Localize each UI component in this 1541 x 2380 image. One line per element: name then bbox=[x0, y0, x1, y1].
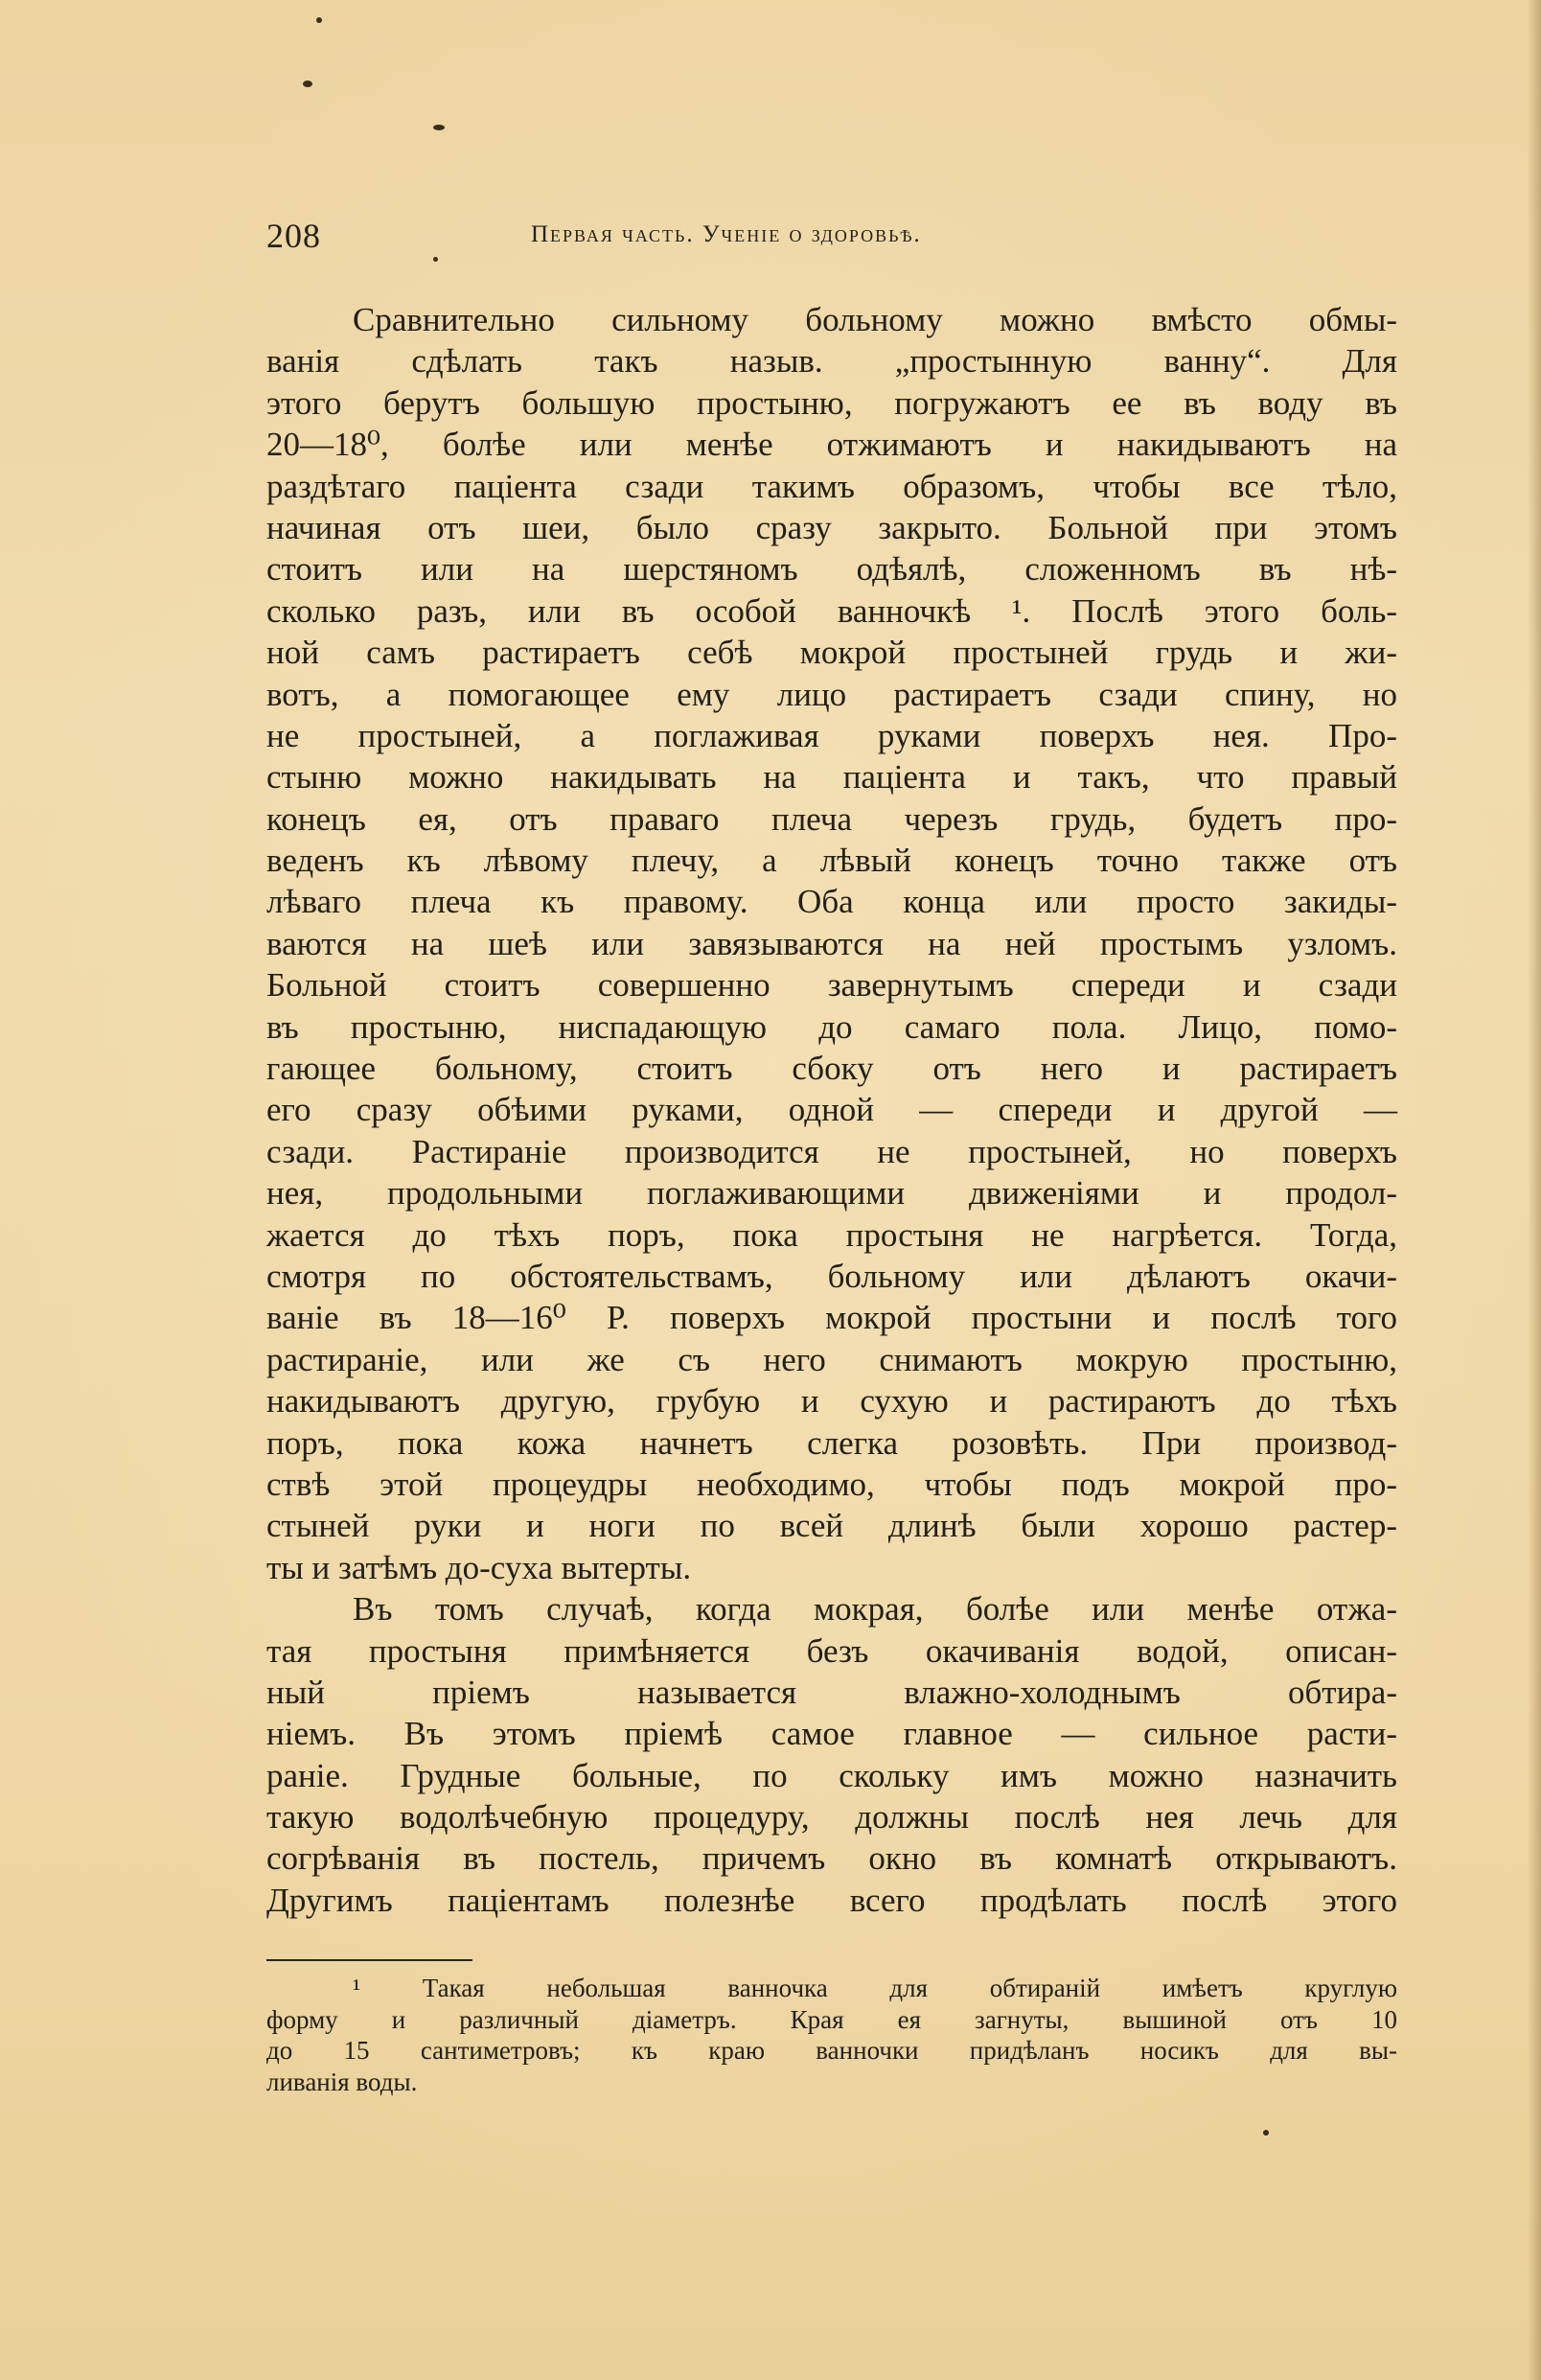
text-line: растираніе, или же съ него снимаютъ мокрую простыню, bbox=[266, 1340, 1397, 1378]
paper-speck bbox=[316, 17, 322, 23]
text-line: ваніе въ 18—16⁰ Р. поверхъ мокрой простыни и послѣ того bbox=[266, 1299, 1397, 1337]
text-line: смотря по обстоятельствамъ, больному или дѣлаютъ окачи- bbox=[266, 1257, 1397, 1295]
text-line: жается до тѣхъ поръ, пока простыня не нагрѣется. Тогда, bbox=[266, 1215, 1397, 1254]
footnote-line: ливанія воды. bbox=[266, 2067, 418, 2096]
footnote-rule bbox=[266, 1959, 472, 1961]
text-line: Другимъ паціентамъ полезнѣе всего продѣлать послѣ этого bbox=[266, 1881, 1397, 1919]
text-line: Больной стоитъ совершенно завернутымъ спереди и сзади bbox=[266, 966, 1397, 1005]
text-line: стоитъ или на шерстяномъ одѣялѣ, сложенномъ въ нѣ- bbox=[266, 550, 1397, 589]
text-line: ванія сдѣлать такъ назыв. „простынную ванну“. Для bbox=[266, 342, 1397, 381]
text-line: въ простыню, ниспадающую до самаго пола. Лицо, помо- bbox=[266, 1007, 1397, 1046]
text-line: раніе. Грудные больные, по скольку имъ можно назначить bbox=[266, 1756, 1397, 1794]
text-line: тая простыня примѣняется безъ окачиванія водой, описан- bbox=[266, 1631, 1397, 1670]
text-line: конецъ ея, отъ праваго плеча черезъ грудь, будетъ про- bbox=[266, 799, 1397, 838]
text-line: ты и затѣмъ до-суха вытерты. bbox=[266, 1548, 692, 1586]
text-line: гающее больному, стоитъ сбоку отъ него и растираетъ bbox=[266, 1050, 1397, 1088]
footnote-line: до 15 сантиметровъ; къ краю ванночки придѣланъ носикъ для вы- bbox=[266, 2036, 1397, 2065]
running-title: Первая часть. Ученіе о здоровьѣ. bbox=[531, 221, 922, 247]
page-edge-shadow bbox=[1528, 0, 1541, 2380]
text-line: ваются на шеѣ или завязываются на ней простымъ узломъ. bbox=[266, 924, 1397, 962]
text-line: накидываютъ другую, грубую и сухую и растираютъ до тѣхъ bbox=[266, 1382, 1397, 1421]
text-line: поръ, пока кожа начнетъ слегка розовѣть. При производ- bbox=[266, 1423, 1397, 1462]
body-text bbox=[266, 299, 1397, 1921]
footnote-line: ¹ Такая небольшая ванночка для обтираній имѣетъ круглую bbox=[353, 1974, 1397, 2002]
text-line: вотъ, а помогающее ему лицо растираетъ сзади спину, но bbox=[266, 675, 1397, 713]
paragraph bbox=[266, 1588, 1397, 1921]
text-line: ной самъ растираетъ себѣ мокрой простыней грудь и жи- bbox=[266, 634, 1397, 672]
paper-speck bbox=[1263, 2130, 1269, 2136]
text-line: сколько разъ, или въ особой ванночкѣ ¹. Послѣ этого боль- bbox=[266, 591, 1397, 630]
running-header bbox=[266, 216, 1397, 258]
paper-speck bbox=[303, 81, 312, 87]
text-line: раздѣтаго паціента сзади такимъ образомъ, чтобы все тѣло, bbox=[266, 467, 1397, 505]
text-line: веденъ къ лѣвому плечу, а лѣвый конецъ точно также отъ bbox=[266, 842, 1397, 880]
text-line: нея, продольными поглаживающими движеніями и продол- bbox=[266, 1174, 1397, 1213]
text-line: этого берутъ большую простыню, погружаютъ ее въ воду въ bbox=[266, 383, 1397, 422]
text-line: ствѣ этой процеудры необходимо, чтобы подъ мокрой про- bbox=[266, 1465, 1397, 1503]
text-line: его сразу обѣими руками, одной — спереди и другой — bbox=[266, 1091, 1397, 1129]
text-line: начиная отъ шеи, было сразу закрыто. Больной при этомъ bbox=[266, 508, 1397, 546]
text-line: ніемъ. Въ этомъ пріемѣ самое главное — сильное расти- bbox=[266, 1715, 1397, 1753]
text-line: стыню можно накидывать на паціента и такъ, что правый bbox=[266, 758, 1397, 797]
text-line: Сравнительно сильному больному можно вмѣсто обмы- bbox=[353, 301, 1397, 338]
footnote-line: форму и различный діаметръ. Края ея загнуты, вышиной отъ 10 bbox=[266, 2004, 1397, 2034]
text-line: Въ томъ случаѣ, когда мокрая, болѣе или менѣе отжа- bbox=[353, 1590, 1397, 1629]
text-line: лѣваго плеча къ правому. Оба конца или просто закиды- bbox=[266, 883, 1397, 921]
page-number: 208 bbox=[266, 217, 321, 255]
text-line: не простыней, а поглаживая руками поверхъ нея. Про- bbox=[266, 716, 1397, 754]
paragraph bbox=[266, 299, 1397, 1588]
text-line: ный пріемъ называется влажно-холоднымъ обтира- bbox=[266, 1673, 1397, 1711]
footnote bbox=[266, 1973, 1397, 2097]
text-line: сзади. Растираніе производится не простыней, но поверхъ bbox=[266, 1132, 1397, 1170]
text-line: 20—18⁰, болѣе или менѣе отжимаютъ и накидываютъ на bbox=[266, 426, 1397, 464]
text-line: такую водолѣчебную процедуру, должны послѣ нея лечь для bbox=[266, 1798, 1397, 1837]
paper-speck bbox=[433, 125, 445, 130]
text-line: стыней руки и ноги по всей длинѣ были хорошо растер- bbox=[266, 1507, 1397, 1545]
text-line: согрѣванія въ постель, причемъ окно въ комнатѣ открываютъ. bbox=[266, 1839, 1397, 1878]
